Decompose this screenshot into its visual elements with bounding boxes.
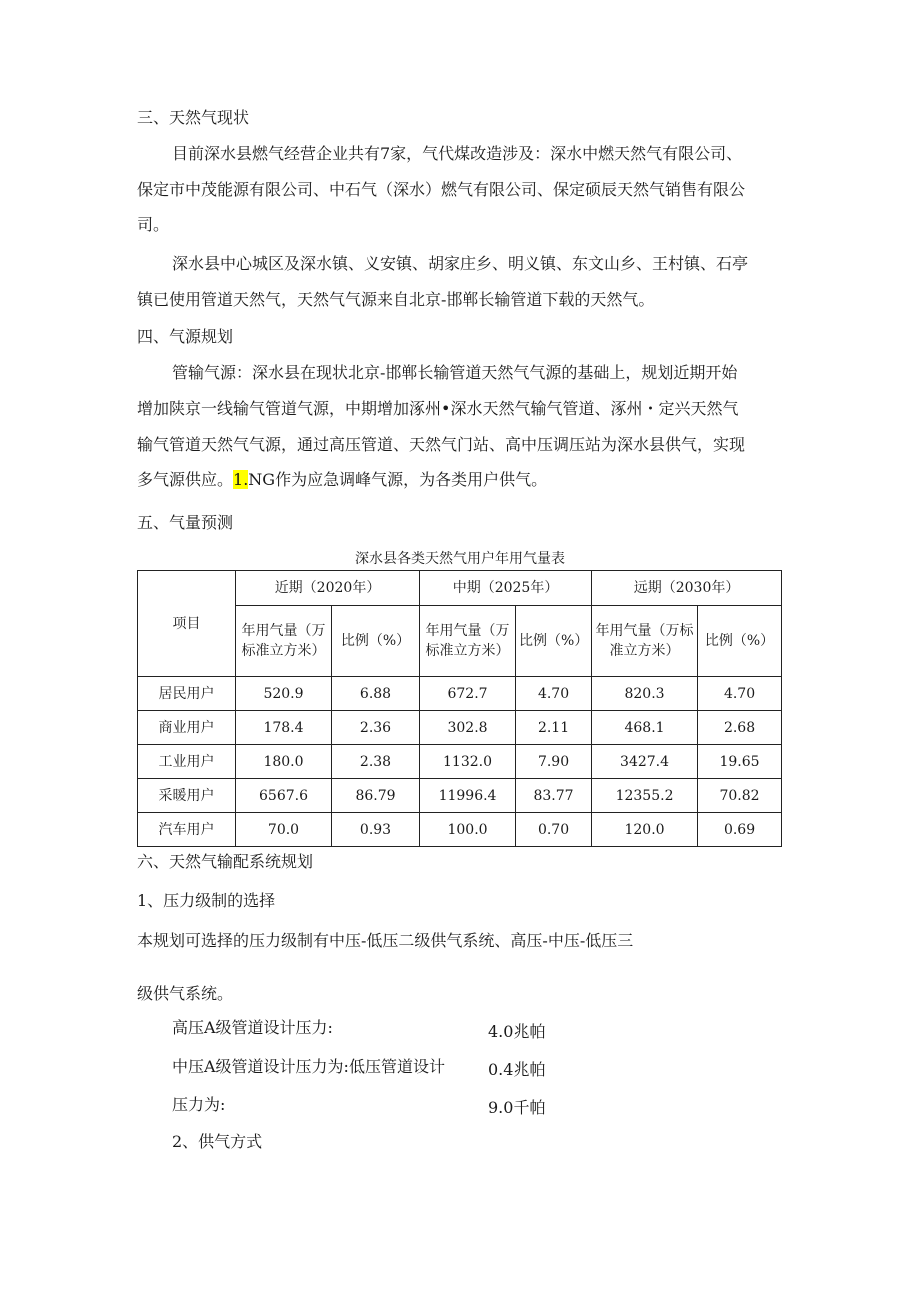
section-4-heading: 四、气源规划	[137, 327, 234, 346]
table-cell: 4.70	[698, 677, 782, 711]
row-label: 工业用户	[138, 745, 236, 779]
table-cell: 6567.6	[236, 779, 332, 813]
table-cell: 83.77	[516, 779, 592, 813]
table-cell: 468.1	[592, 711, 698, 745]
paragraph-line: 增加陕京一线输气管道气源，中期增加涿州•深水天然气输气管道、涿州・定兴天然气	[137, 399, 739, 418]
period-header: 远期（2030年）	[592, 571, 782, 606]
paragraph-line: 深水县中心城区及深水镇、义安镇、胡家庄乡、明义镇、东文山乡、王村镇、石亭	[172, 254, 749, 273]
row-label: 汽车用户	[138, 813, 236, 847]
table-cell: 70.0	[236, 813, 332, 847]
paragraph-line: 司。	[137, 215, 170, 234]
section-5-heading: 五、气量预测	[137, 513, 234, 532]
table-cell: 3427.4	[592, 745, 698, 779]
paragraph-line	[137, 470, 547, 490]
gas-consumption-table	[137, 570, 782, 847]
table-cell: 2.36	[332, 711, 420, 745]
table-caption: 深水县各类天然气用户年用气量表	[355, 551, 565, 567]
section-6-heading: 六、天然气输配系统规划	[137, 852, 314, 871]
pressure-label: 压力为:	[172, 1095, 226, 1114]
table-cell: 2.68	[698, 711, 782, 745]
subsection-heading: 1、压力级制的选择	[137, 891, 276, 910]
paragraph-line: 目前深水县燃气经营企业共有7家，气代煤改造涉及：深水中燃天然气有限公司、	[172, 144, 743, 163]
table-cell: 2.11	[516, 711, 592, 745]
subheader-cell: 年用气量（万标准立方米）	[420, 606, 516, 677]
table-cell: 1132.0	[420, 745, 516, 779]
subsection-heading: 2、供气方式	[172, 1132, 263, 1151]
table-row	[138, 745, 782, 779]
row-label: 商业用户	[138, 711, 236, 745]
table-cell: 180.0	[236, 745, 332, 779]
pressure-value: 4.0兆帕	[488, 1022, 546, 1041]
highlighted-text: 1.	[233, 470, 249, 489]
table-cell: 7.90	[516, 745, 592, 779]
table-cell: 12355.2	[592, 779, 698, 813]
table-row	[138, 779, 782, 813]
paragraph-text: NG作为应急调峰气源，为各类用户供气。	[248, 470, 548, 489]
paragraph-line: 保定市中茂能源有限公司、中石气（深水）燃气有限公司、保定硕辰天然气销售有限公	[137, 180, 746, 199]
table-cell: 120.0	[592, 813, 698, 847]
table-row	[138, 711, 782, 745]
subheader-cell: 比例（%）	[698, 606, 782, 677]
table-cell: 4.70	[516, 677, 592, 711]
section-3-heading: 三、天然气现状	[137, 108, 250, 127]
row-label: 采暖用户	[138, 779, 236, 813]
paragraph-line: 镇已使用管道天然气，天然气气源来自北京-邯郸长输管道下载的天然气。	[137, 290, 655, 309]
table-header-row	[138, 571, 782, 606]
row-label: 居民用户	[138, 677, 236, 711]
table-row	[138, 813, 782, 847]
paragraph-line: 本规划可选择的压力级制有中压-低压二级供气系统、高压-中压-低压三	[137, 931, 634, 950]
subheader-cell: 比例（%）	[332, 606, 420, 677]
item-header: 项目	[138, 571, 236, 677]
table-cell: 520.9	[236, 677, 332, 711]
table-cell: 2.38	[332, 745, 420, 779]
table-cell: 86.79	[332, 779, 420, 813]
period-header: 近期（2020年）	[236, 571, 420, 606]
table-cell: 11996.4	[420, 779, 516, 813]
period-header: 中期（2025年）	[420, 571, 592, 606]
table-cell: 0.93	[332, 813, 420, 847]
paragraph-text: 多气源供应。	[137, 470, 234, 489]
table-cell: 100.0	[420, 813, 516, 847]
table-cell: 0.70	[516, 813, 592, 847]
table-cell: 19.65	[698, 745, 782, 779]
table-cell: 820.3	[592, 677, 698, 711]
table-cell: 302.8	[420, 711, 516, 745]
paragraph-line: 管输气源：深水县在现状北京-邯郸长输管道天然气气源的基础上，规划近期开始	[172, 363, 738, 382]
paragraph-line: 级供气系统。	[137, 984, 234, 1003]
pressure-value: 9.0千帕	[488, 1098, 546, 1117]
subheader-cell: 年用气量（万标准立方米）	[592, 606, 698, 677]
table-row	[138, 677, 782, 711]
subheader-cell: 年用气量（万标准立方米）	[236, 606, 332, 677]
pressure-label: 高压A级管道设计压力:	[172, 1018, 333, 1037]
subheader-cell: 比例（%）	[516, 606, 592, 677]
table-cell: 178.4	[236, 711, 332, 745]
paragraph-line: 输气管道天然气气源，通过高压管道、天然气门站、高中压调压站为深水县供气，实现	[137, 435, 746, 454]
table-cell: 672.7	[420, 677, 516, 711]
table-cell: 70.82	[698, 779, 782, 813]
table-cell: 6.88	[332, 677, 420, 711]
pressure-value: 0.4兆帕	[488, 1060, 546, 1079]
pressure-label: 中压A级管道设计压力为:低压管道设计	[172, 1057, 445, 1076]
table-cell: 0.69	[698, 813, 782, 847]
